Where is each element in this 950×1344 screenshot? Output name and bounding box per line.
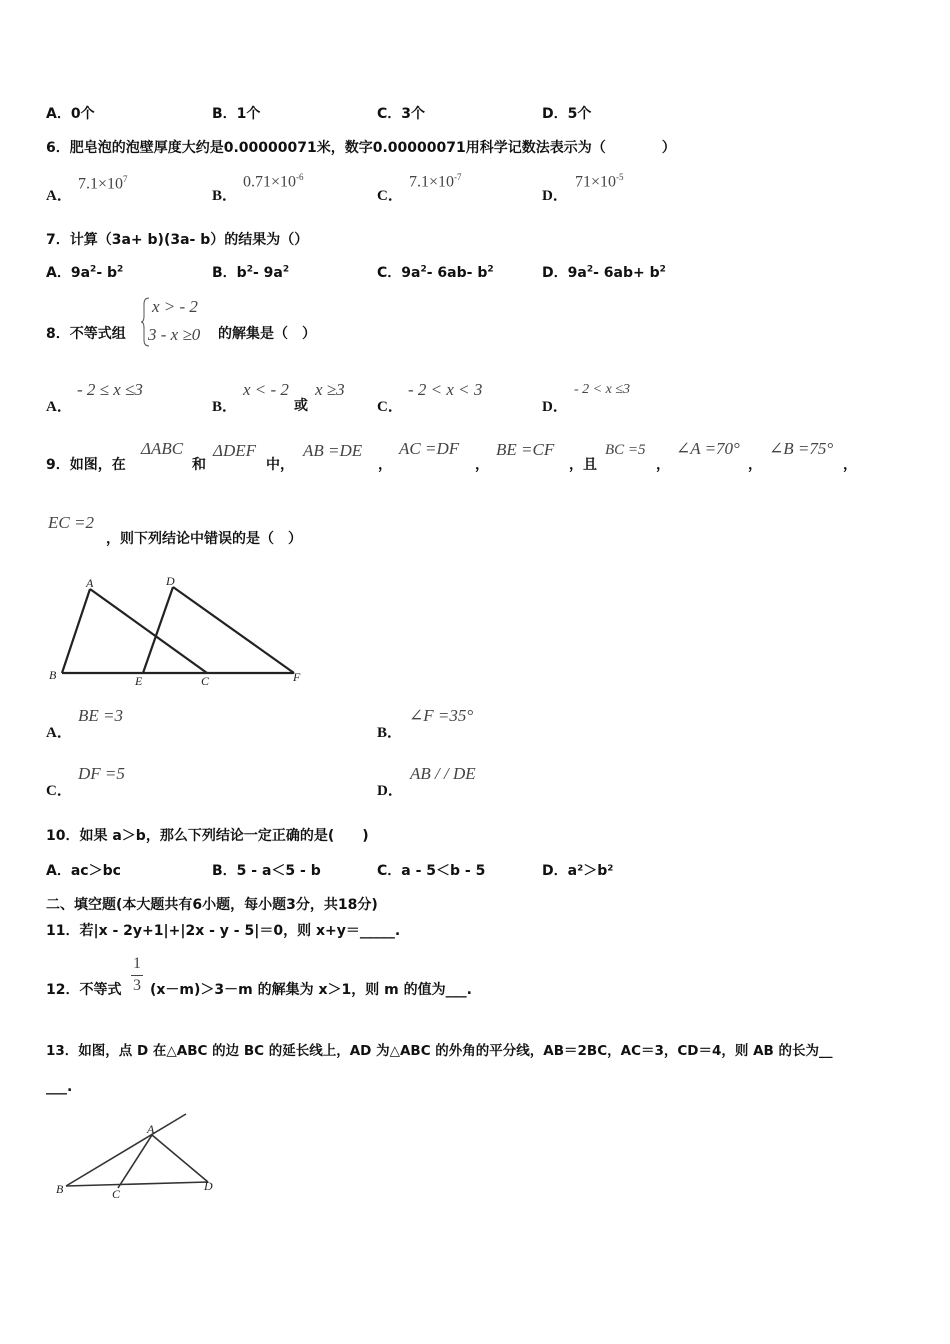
q13-figure	[50, 1110, 230, 1205]
q8-option-c: - 2 < x < 3	[408, 380, 483, 399]
q10-option-b: B．5 - a＜5 - b	[212, 863, 321, 879]
q9-fig-label-a: A	[86, 576, 94, 590]
q12-prefix: 12．不等式	[46, 982, 122, 998]
q8-option-a: - 2 ≤ x ≤3	[77, 380, 143, 399]
q6-option-c: $7.1\times 10^{-7}$	[409, 172, 462, 191]
q9-and: 和	[192, 457, 206, 473]
q8-option-b1: x < - 2	[243, 380, 289, 399]
q9-cond-bc: BC =5	[605, 442, 646, 458]
q13-fig-label-b: B	[56, 1182, 64, 1196]
q9-cond-ab-de: AB =DE	[303, 441, 363, 460]
q9-fig-label-b: B	[49, 668, 57, 682]
q13-fig-label-d: D	[204, 1179, 213, 1193]
q10-option-a: A．ac＞bc	[46, 863, 121, 879]
q9-triangle-def: ΔDEF	[213, 441, 257, 460]
q10-stem: 10．如果 a＞b，那么下列结论一定正确的是( )	[46, 828, 369, 844]
q9-fig-label-f: F	[293, 670, 301, 684]
q9-comma-2: ，	[475, 457, 489, 473]
q7-option-b: B．$b^2-$ $9a^2$	[212, 264, 290, 281]
q9-fig-label-d: D	[166, 575, 175, 588]
q12-suffix: (x－m)＞3－m 的解集为 x＞1，则 m 的值为___.	[150, 982, 472, 998]
q9-option-c: DF =5	[78, 764, 125, 783]
q9-label-d: D．	[377, 783, 403, 799]
q9-comma-1: ，	[378, 457, 392, 473]
q9-option-d: AB / / DE	[410, 764, 476, 783]
q9-option-b: ∠F =35°	[409, 706, 474, 725]
q8-option-b2: x ≥3	[315, 380, 345, 399]
q9-cond-angle-a: ∠A =70°	[676, 439, 740, 458]
q8-label-c: C．	[377, 399, 403, 415]
q9-mid: 中，	[266, 457, 294, 473]
q9-fig-label-e: E	[135, 674, 143, 688]
q9-prefix: 9．如图，在	[46, 457, 126, 473]
q8-label-d: D．	[542, 399, 568, 415]
q6-option-a: $7.1\times 10^7$	[78, 174, 128, 193]
q9-option-a: BE =3	[78, 706, 123, 725]
q9-label-c: C．	[46, 783, 72, 799]
q10-option-d: D．a²＞b²	[542, 863, 614, 879]
q13-fig-label-a: A	[147, 1122, 155, 1136]
q9-comma-3: ，	[656, 457, 670, 473]
q12-fraction-bar	[131, 975, 143, 976]
q6-option-d: $71\times 10^{-5}$	[575, 172, 624, 191]
q5-option-c: C．3个	[377, 106, 426, 122]
q13-fig-label-c: C	[112, 1187, 121, 1201]
q7-stem: 7．计算（3a+ b)(3a- b）的结果为（）	[46, 232, 309, 248]
q13-stem: 13．如图，点 D 在△ABC 的边 BC 的延长线上，AD 为△ABC 的外角的平分线，AB＝2BC，AC＝3，CD＝4，则 AB 的长为__	[46, 1043, 833, 1059]
q6-stem: 6．肥皂泡的泡壁厚度大约是0.00000071米，数字0.00000071用科学记数法表示为（ ）	[46, 140, 676, 156]
q6-label-c: C．	[377, 188, 403, 204]
q9-cond-ac-df: AC =DF	[399, 439, 460, 458]
q5-option-b: B．1个	[212, 106, 261, 122]
q8-prefix: 8．不等式组	[46, 326, 126, 342]
q7-option-a: A．$9a^2-$ $b^2$	[46, 264, 124, 281]
q9-then: ，且	[569, 457, 597, 473]
q9-cond-angle-b: ∠B =75°	[769, 439, 834, 458]
q8-system-line2: 3 - x ≥0	[148, 325, 201, 344]
q9-label-b: B．	[377, 725, 403, 741]
q5-option-d: D．5个	[542, 106, 592, 122]
q9-triangle-abc: ΔABC	[141, 439, 184, 458]
q8-suffix: 的解集是（ ）	[218, 326, 316, 342]
q8-label-b: B．	[212, 399, 238, 415]
q9-figure	[46, 575, 306, 690]
q6-label-a: A．	[46, 188, 72, 204]
q9-label-a: A．	[46, 725, 72, 741]
q8-system-line1: x > - 2	[152, 297, 198, 316]
q6-option-b: $0.71\times 10^{-6}$	[243, 172, 304, 191]
q9-comma-4: ，	[748, 457, 762, 473]
q8-label-a: A．	[46, 399, 72, 415]
q9-cond-ec: EC =2	[48, 513, 94, 532]
q9-stem-end: ，则下列结论中错误的是（ ）	[106, 531, 302, 547]
q11-stem: 11．若|x - 2y+1|+|2x - y - 5|＝0，则 x+y＝_____.	[46, 923, 401, 939]
q9-comma-5: ，	[843, 457, 857, 473]
section-heading: 二、填空题(本大题共有6小题，每小题3分，共18分)	[46, 897, 378, 913]
q12-fraction-numerator: 1	[133, 955, 141, 972]
q9-fig-label-c: C	[201, 674, 210, 688]
q12-fraction-denominator: 3	[133, 977, 141, 994]
q7-option-c: C．$9a^2-$ 6ab- $b^2$	[377, 264, 494, 281]
q6-label-b: B．	[212, 188, 238, 204]
q10-option-c: C．a - 5＜b - 5	[377, 863, 486, 879]
q13-stem-cont: ___.	[46, 1079, 73, 1095]
q6-label-d: D．	[542, 188, 568, 204]
q5-option-a: A．0个	[46, 106, 95, 122]
q8-option-d: - 2 < x ≤3	[574, 382, 631, 397]
q8-option-b-or: 或	[294, 398, 308, 414]
q7-option-d: D．$9a^2-$ $6ab+ b^2$	[542, 264, 666, 281]
q9-cond-be-cf: BE =CF	[496, 440, 555, 459]
